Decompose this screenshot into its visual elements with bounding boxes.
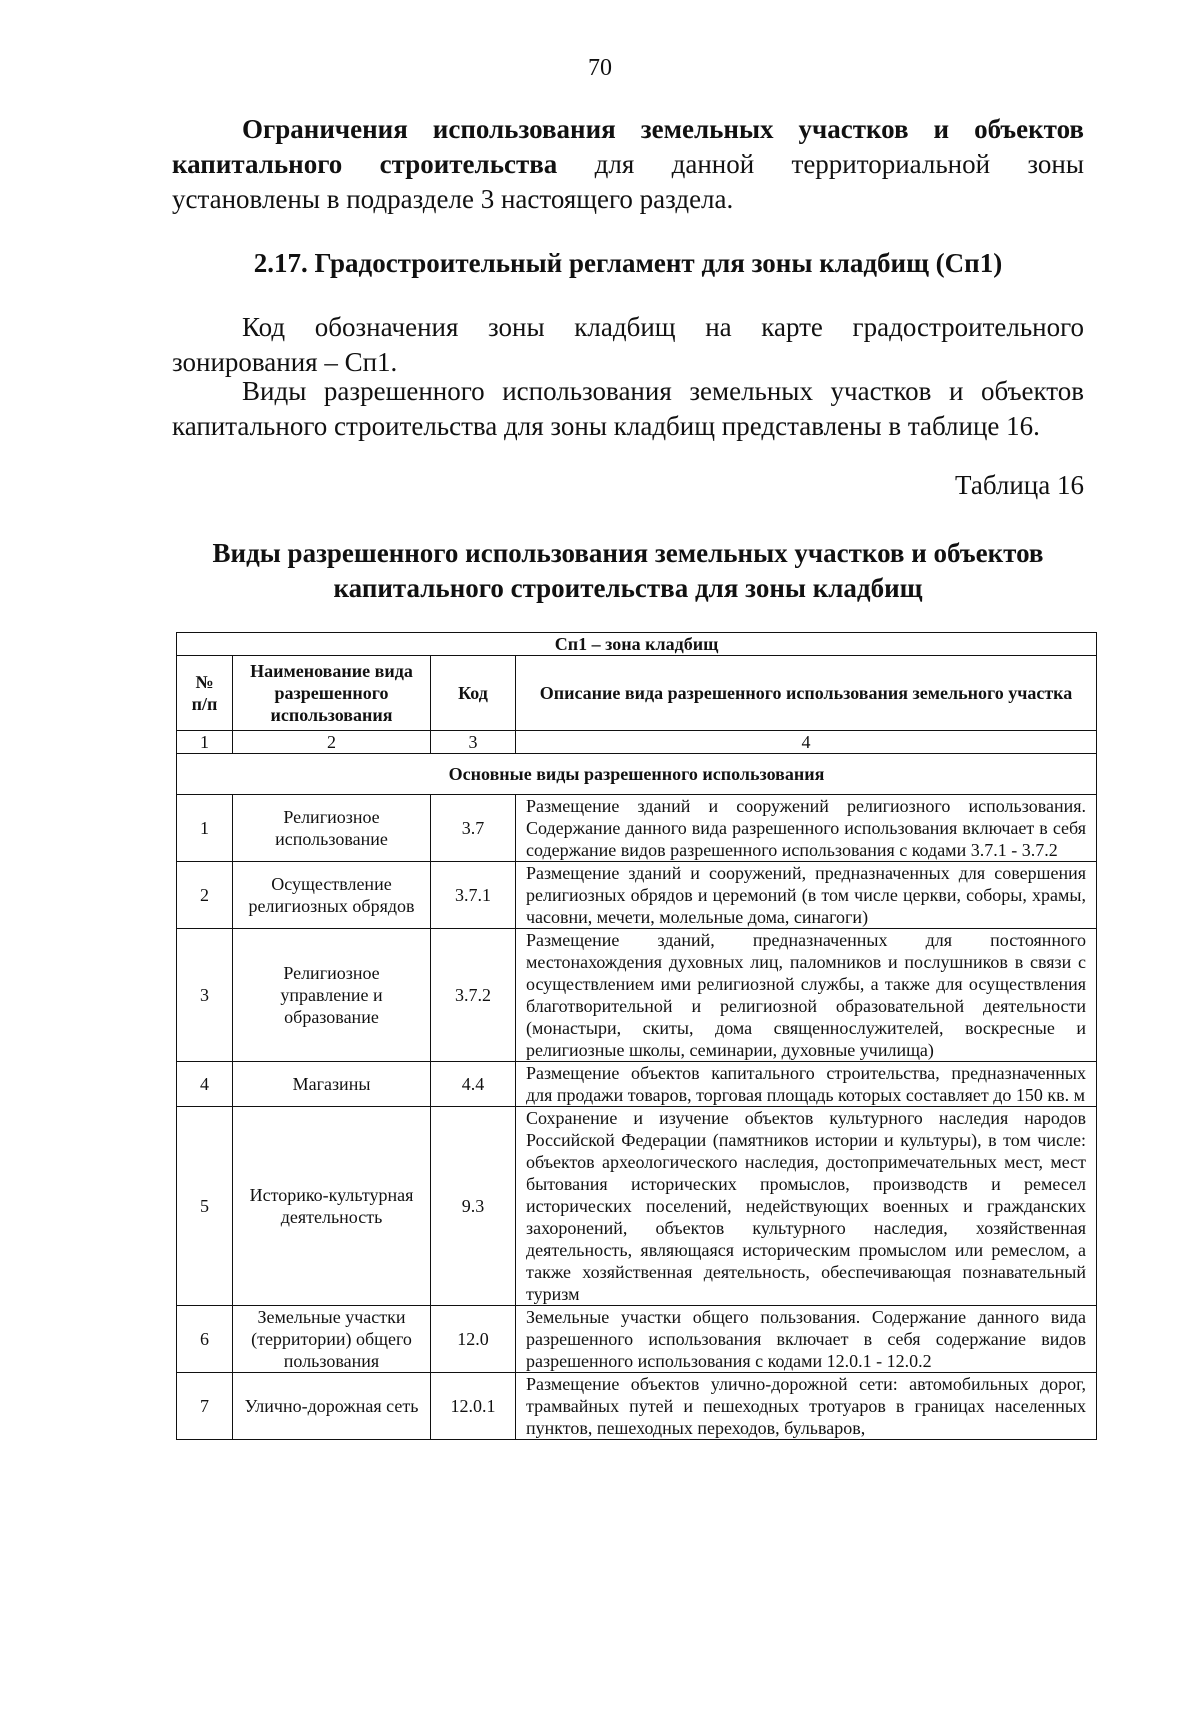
row-num: 4 [177,1062,233,1107]
row-code: 3.7.1 [431,862,516,929]
row-name: Осуществление религиозных обрядов [233,862,431,929]
row-desc: Земельные участки общего пользования. Содержание данного вида разрешенного использования включает в себя содержание видов разрешенного использования с кодами 12.0.1 - 12.0.2 [516,1306,1097,1373]
row-name: Улично-дорожная сеть [233,1373,431,1440]
row-desc: Сохранение и изучение объектов культурного наследия народов Российской Федерации (памятников истории и культуры), в том числе: объектов археологического наследия, достопримечательных мест, мест бытования исторических промыслов, производств и ремесел исторических поселений, недействующих военных и гражданских захоронений, объектов культурного наследия, хозяйственная деятельность, являющаяся историческим промыслом или ремеслом, а также хозяйственная деятельность, обеспечивающая познавательный туризм [516,1107,1097,1306]
restriction-bold-text: Ограничения использования земельных участков и объектов капитального строительства [172,114,1084,179]
row-code: 3.7.2 [431,929,516,1062]
row-code: 12.0 [431,1306,516,1373]
permitted-uses-table-wrapper [176,632,1096,1440]
row-code: 12.0.1 [431,1373,516,1440]
header-code: Код [431,656,516,731]
permitted-uses-paragraph: Виды разрешенного использования земельных участков и объектов капитального строительства для зоны кладбищ представлены в таблице 16. [172,376,1084,441]
row-name: Религиозное использование [233,795,431,862]
header-num: № п/п [177,656,233,731]
restriction-normal-text: для данной территориальной зоны установлены в подразделе 3 настоящего раздела. [172,149,1084,214]
table-row [177,1306,1097,1373]
zone-code-paragraph: Код обозначения зоны кладбищ на карте градостроительного зонирования – Сп1. [172,312,1084,377]
row-num: 5 [177,1107,233,1306]
zone-header-cell: Сп1 – зона кладбищ [177,633,1097,656]
header-name: Наименование вида разрешенного использования [233,656,431,731]
column-header-row [177,656,1097,731]
permitted-uses-table [176,632,1097,1440]
column-index: 3 [431,731,516,754]
table-row [177,1373,1097,1440]
row-desc: Размещение объектов капитального строительства, предназначенных для продажи товаров, торговая площадь которых составляет до 150 кв. м [516,1062,1097,1107]
row-num: 6 [177,1306,233,1373]
table-row [177,929,1097,1062]
table-row [177,862,1097,929]
section-heading: 2.17. Градостроительный регламент для зоны кладбищ (Сп1) [253,248,1003,278]
row-name: Земельные участки (территории) общего пользования [233,1306,431,1373]
table-title: Виды разрешенного использования земельных участков и объектов капитального строительства для зоны кладбищ [212,538,1044,603]
row-code: 3.7 [431,795,516,862]
column-index: 2 [233,731,431,754]
row-desc: Размещение объектов улично-дорожной сети: автомобильных дорог, трамвайных путей и пешеходных тротуаров в границах населенных пунктов, пешеходных переходов, бульваров, [516,1373,1097,1440]
table-row [177,795,1097,862]
restriction-paragraph [172,112,1084,217]
row-num: 1 [177,795,233,862]
row-code: 9.3 [431,1107,516,1306]
zone-header-row [177,633,1097,656]
row-name: Магазины [233,1062,431,1107]
header-desc: Описание вида разрешенного использования земельного участка [516,656,1097,731]
row-name: Историко-культурная деятельность [233,1107,431,1306]
column-index: 1 [177,731,233,754]
row-code: 4.4 [431,1062,516,1107]
group-header-cell: Основные виды разрешенного использования [177,754,1097,795]
row-num: 2 [177,862,233,929]
table-row [177,1107,1097,1306]
row-name: Религиозное управление и образование [233,929,431,1062]
row-desc: Размещение зданий и сооружений религиозного использования. Содержание данного вида разрешенного использования включает в себя содержание видов разрешенного использования с кодами 3.7.1 - 3.7.2 [516,795,1097,862]
row-desc: Размещение зданий, предназначенных для постоянного местонахождения духовных лиц, паломников и послушников в связи с осуществлением ими религиозной службы, а также для осуществления благотворительной и религиозной образовательной деятельности (монастыри, скиты, дома священнослужителей, воскресные и религиозные школы, семинарии, духовные училища) [516,929,1097,1062]
column-index: 4 [516,731,1097,754]
column-index-row [177,731,1097,754]
page-number: 70 [588,55,612,81]
group-header-row [177,754,1097,795]
row-desc: Размещение зданий и сооружений, предназначенных для совершения религиозных обрядов и церемоний (в том числе церкви, соборы, храмы, часовни, мечети, молельные дома, синагоги) [516,862,1097,929]
table-row [177,1062,1097,1107]
row-num: 7 [177,1373,233,1440]
row-num: 3 [177,929,233,1062]
table-number: Таблица 16 [955,470,1084,500]
